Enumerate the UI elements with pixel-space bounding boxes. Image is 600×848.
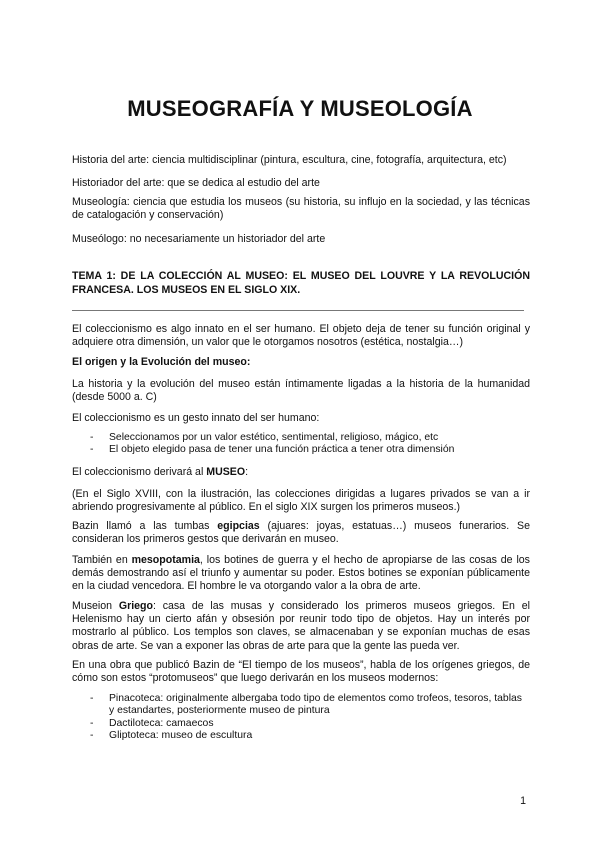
intro-historia-arte: Historia del arte: ciencia multidisciplinar (pintura, escultura, cine, fotografía, arquitectura, etc) xyxy=(72,154,507,166)
paragraph-obra: En una obra que publicó Bazin de “El tiempo de los museos”, habla de los orígenes griegos, de cómo son estos “protomuseos” que luego derivarán en los museos modernos: xyxy=(72,659,530,685)
list-item xyxy=(90,693,530,718)
intro-museologo: Museólogo: no necesariamente un historiador del arte xyxy=(72,233,326,245)
list-item xyxy=(90,444,530,456)
section-divider xyxy=(72,310,524,311)
text-before: También en xyxy=(72,554,132,566)
list-tecas xyxy=(90,693,530,743)
list-dash: - xyxy=(90,730,94,742)
text-after: : xyxy=(245,466,249,478)
text-bold: egipcias xyxy=(217,520,260,532)
paragraph-coleccionismo: El coleccionismo es algo innato en el ser humano. El objeto deja de tener su función original y adquiere otra dimensión, un valor que le otorgamos nosotros (estética, nostalgia…) xyxy=(72,323,530,349)
text-before: Museion xyxy=(72,600,119,612)
tema-heading: TEMA 1: DE LA COLECCIÓN AL MUSEO: EL MUSEO DEL LOUVRE Y LA REVOLUCIÓN FRANCESA. LOS MUSEOS EN EL SIGLO XIX. xyxy=(72,270,530,296)
list-gesto xyxy=(90,432,530,457)
text-bold: mesopotamia xyxy=(131,554,200,566)
list-dash: - xyxy=(90,717,94,729)
paragraph-mesopotamia xyxy=(72,554,530,594)
text-bold: Griego xyxy=(118,600,153,612)
list-item-text: Dactiloteca: camaecos xyxy=(109,717,214,729)
list-dash: - xyxy=(90,432,94,443)
list-item-text: El objeto elegido pasa de tener una función práctica a tener otra dimensión xyxy=(109,444,455,456)
paragraph-bazin xyxy=(72,520,530,546)
paragraph-siglo: (En el Siglo XVIII, con la ilustración, las colecciones dirigidas a lugares privados se van a ir abriendo progresivamente al público. En el siglo XIX surgen los primeros museos.) xyxy=(72,488,530,514)
text-before: Bazin llamó a las tumbas xyxy=(72,520,218,532)
list-dash: - xyxy=(90,444,94,456)
list-item-text: Seleccionamos por un valor estético, sentimental, religioso, mágico, etc xyxy=(109,432,439,443)
intro-museologia: Museología: ciencia que estudia los museos (su historia, su influjo en la sociedad, y las técnicas de catalogación y conservación) xyxy=(72,196,530,222)
text-bold: MUSEO xyxy=(206,466,246,478)
text-before: El coleccionismo derivará al xyxy=(72,466,207,478)
paragraph-museion xyxy=(72,600,530,653)
text-after: , los botines de guerra y el hecho de apropiarse de las cosas de los demás demostrando así el triunfo y aumentar su poder. Estos botines se exponían públicamente en la ciudad vencedora. El hombre le va otorgando valor a la obra de arte. xyxy=(72,554,530,593)
list-item xyxy=(90,432,530,444)
list-item xyxy=(90,730,530,742)
section-heading-origen: El origen y la Evolución del museo: xyxy=(72,356,251,368)
list-item xyxy=(90,718,530,730)
list-item-text: Gliptoteca: museo de escultura xyxy=(109,730,253,742)
list-dash: - xyxy=(90,693,94,704)
paragraph-historia: La historia y la evolución del museo están íntimamente ligadas a la historia de la humanidad (desde 5000 a. C) xyxy=(72,378,530,404)
text-after: : casa de las musas y considerado los primeros museos griegos. En el Helenismo hay un cierto afán y obsesión por reunir todo tipo de objetos. Hay un interés por mostrarlo al público. Los templos son claves, se almacenaban y se exponían muchas de esas obras de arte. Se van a exponer las obras de arte para que la gente las pueda ver. xyxy=(72,600,530,652)
page-number: 1 xyxy=(520,795,526,807)
paragraph-gesto: El coleccionismo es un gesto innato del ser humano: xyxy=(72,412,320,424)
text-after: (ajuares: joyas, estatuas…) museos funerarios. Se consideran los primeros gestos que derivarán en museo. xyxy=(72,520,530,546)
paragraph-derivara xyxy=(72,466,530,479)
document-title: MUSEOGRAFÍA Y MUSEOLOGÍA xyxy=(127,96,473,121)
intro-historiador: Historiador del arte: que se dedica al estudio del arte xyxy=(72,177,320,189)
list-item-text: Pinacoteca: originalmente albergaba todo tipo de elementos como trofeos, tesoros, tablas y estandartes, posteriormente museo de pintura xyxy=(109,693,522,717)
